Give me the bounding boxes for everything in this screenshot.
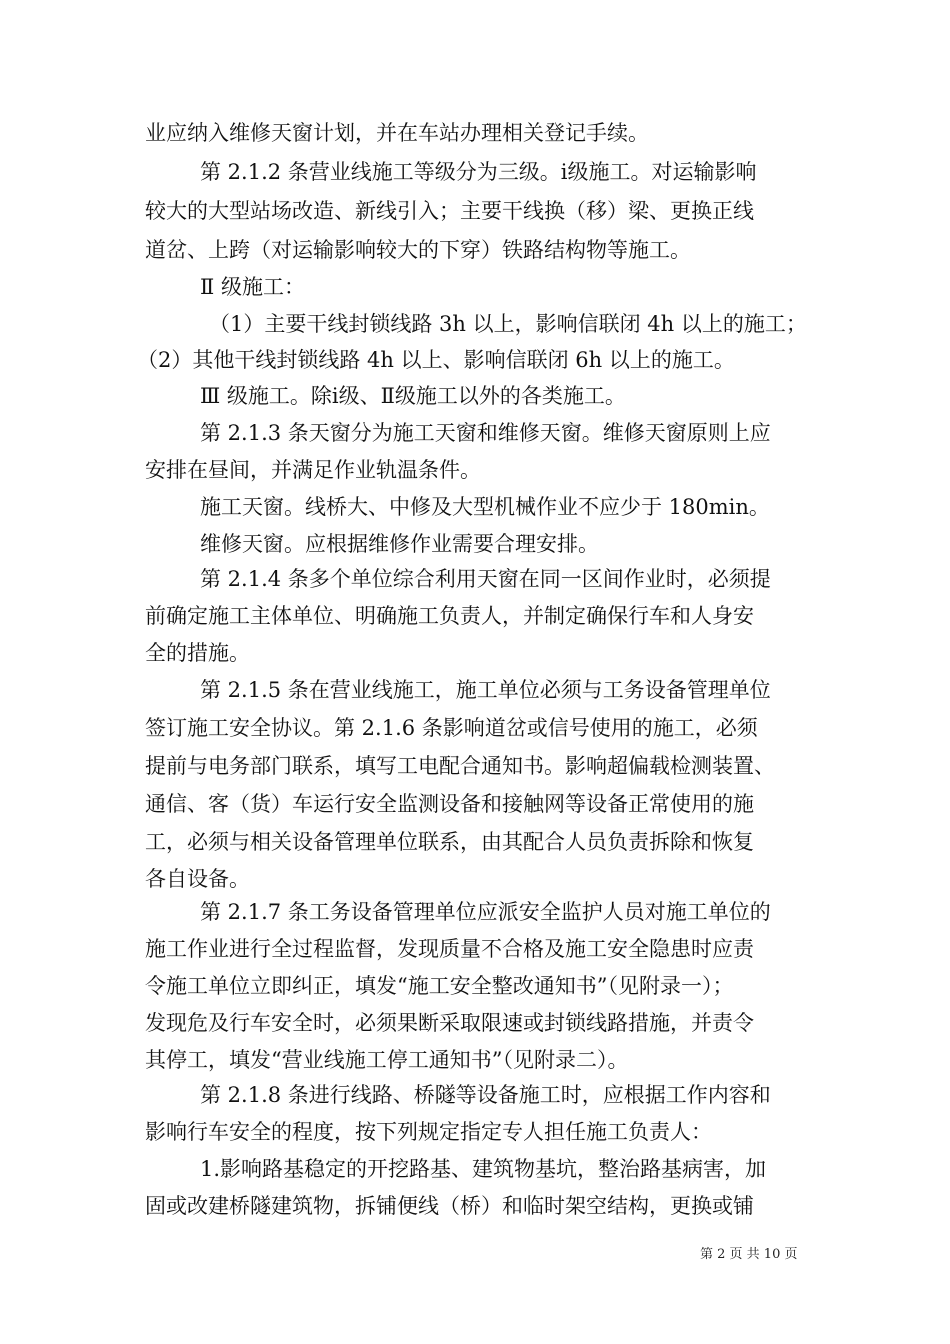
text-line: 第 2.1.2 条营业线施工等级分为三级。ⅰ级施工。对运输影响 <box>200 160 757 184</box>
text-line: 第 2.1.7 条工务设备管理单位应派安全监护人员对施工单位的 <box>200 900 771 924</box>
text-line: Ⅲ 级施工。除ⅰ级、Ⅱ级施工以外的各类施工。 <box>200 384 626 408</box>
text-line: 1.影响路基稳定的开挖路基、建筑物基坑，整治路基病害，加 <box>200 1157 767 1181</box>
text-line: （2）其他干线封锁线路 4h 以上、影响信联闭 6h 以上的施工。 <box>137 348 735 372</box>
text-line: 维修天窗。应根据维修作业需要合理安排。 <box>200 532 599 556</box>
text-line: 全的措施。 <box>145 641 250 665</box>
text-line: 第 2.1.5 条在营业线施工，施工单位必须与工务设备管理单位 <box>200 678 771 702</box>
text-line: 令施工单位立即纠正，填发“施工安全整改通知书”（见附录一）； <box>145 974 734 998</box>
text-line: 第 2.1.4 条多个单位综合利用天窗在同一区间作业时，必须提 <box>200 567 771 591</box>
text-line: 前确定施工主体单位、明确施工负责人，并制定确保行车和人身安 <box>145 604 754 628</box>
text-line: 发现危及行车安全时，必须果断采取限速或封锁线路措施，并责令 <box>145 1011 754 1035</box>
text-line: 各自设备。 <box>145 867 250 891</box>
text-line: 第 2.1.3 条天窗分为施工天窗和维修天窗。维修天窗原则上应 <box>200 421 771 445</box>
text-line: 业应纳入维修天窗计划，并在车站办理相关登记手续。 <box>145 121 649 145</box>
text-line: 影响行车安全的程度，按下列规定指定专人担任施工负责人： <box>145 1120 712 1144</box>
text-line: 较大的大型站场改造、新线引入；主要干线换（移）梁、更换正线 <box>145 199 754 223</box>
text-line: 第 2.1.8 条进行线路、桥隧等设备施工时，应根据工作内容和 <box>200 1083 771 1107</box>
text-line: 道岔、上跨（对运输影响较大的下穿）铁路结构物等施工。 <box>145 238 691 262</box>
text-line: Ⅱ 级施工： <box>200 275 305 299</box>
text-line: 固或改建桥隧建筑物，拆铺便线（桥）和临时架空结构，更换或铺 <box>145 1194 754 1218</box>
text-line: 工，必须与相关设备管理单位联系，由其配合人员负责拆除和恢复 <box>145 830 754 854</box>
text-line: 施工作业进行全过程监督，发现质量不合格及施工安全隐患时应责 <box>145 937 754 961</box>
text-line: 安排在昼间，并满足作业轨温条件。 <box>145 458 481 482</box>
page-number: 第 2 页 共 10 页 <box>700 1247 798 1262</box>
text-line: 其停工，填发“营业线施工停工通知书”（见附录二）。 <box>145 1048 629 1072</box>
text-line: 通信、客（货）车运行安全监测设备和接触网等设备正常使用的施 <box>145 792 754 816</box>
text-line: （1）主要干线封锁线路 3h 以上，影响信联闭 4h 以上的施工； <box>209 312 807 336</box>
text-line: 签订施工安全协议。第 2.1.6 条影响道岔或信号使用的施工，必须 <box>145 716 758 740</box>
text-line: 施工天窗。线桥大、中修及大型机械作业不应少于 180min。 <box>200 495 770 519</box>
text-line: 提前与电务部门联系，填写工电配合通知书。影响超偏载检测装置、 <box>145 754 775 778</box>
